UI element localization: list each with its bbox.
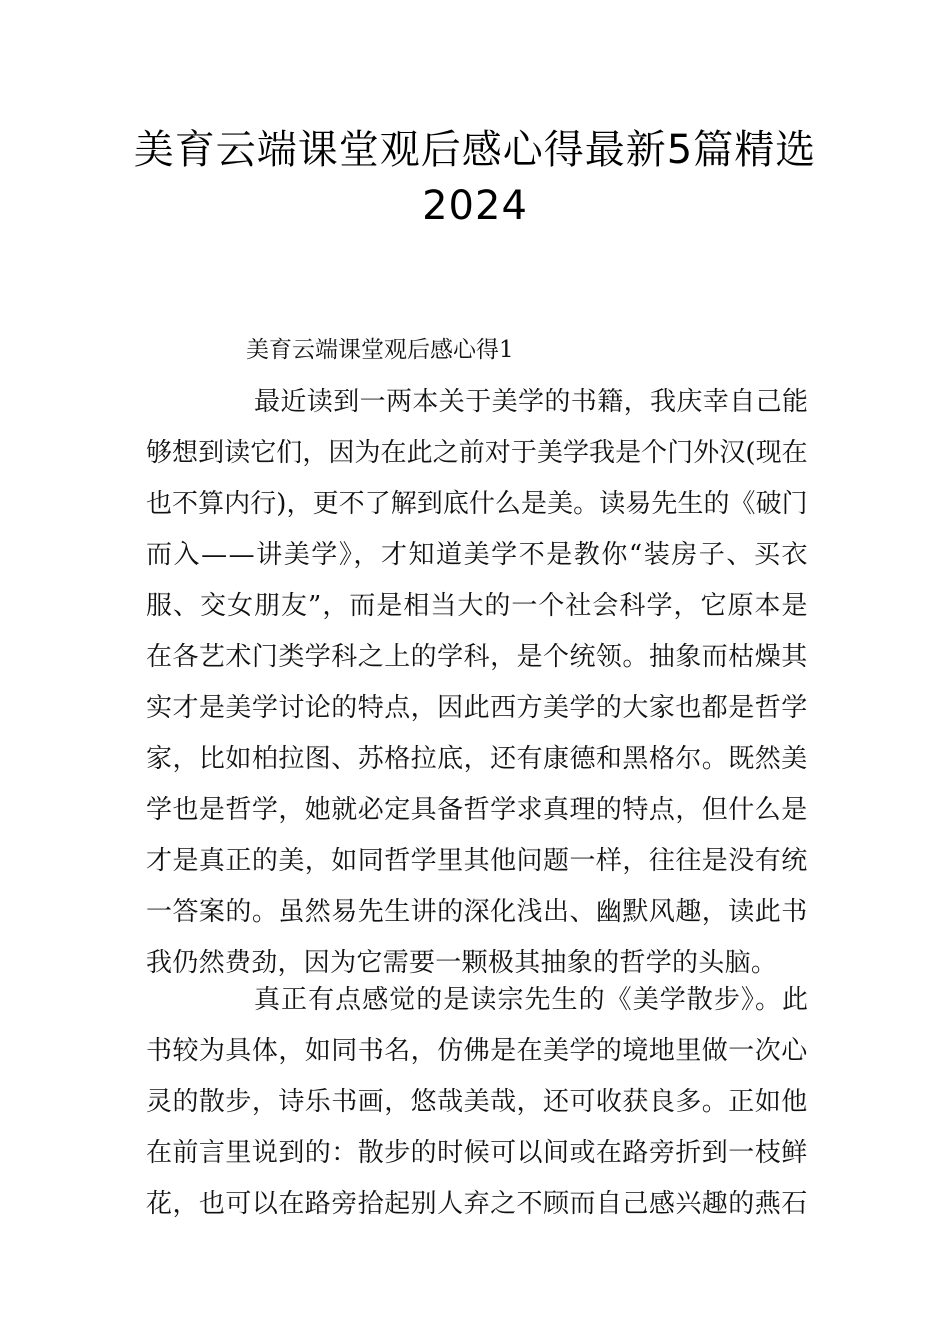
title-line-2: 2024 xyxy=(422,183,528,229)
paragraph-line: 也不算内行)，更不了解到底什么是美。读易先生的《破门 xyxy=(146,489,808,519)
paragraph-line: 才是真正的美，如同哲学里其他问题一样，往往是没有统 xyxy=(146,846,808,876)
paragraph-line: 我仍然费劲，因为它需要一颗极其抽象的哲学的头脑。 xyxy=(146,948,778,978)
paragraph-line: 在前言里说到的：散步的时候可以间或在路旁折到一枝鲜 xyxy=(146,1138,808,1168)
paragraph-line: 一答案的。虽然易先生讲的深化浅出、幽默风趣，读此书 xyxy=(146,897,808,927)
paragraph-line: 家，比如柏拉图、苏格拉底，还有康德和黑格尔。既然美 xyxy=(146,744,808,774)
title-line-1: 美育云端课堂观后感心得最新5篇精选 xyxy=(133,127,817,173)
paragraph-line: 真正有点感觉的是读宗先生的《美学散步》。此 xyxy=(254,985,810,1015)
paragraph-line: 书较为具体，如同书名，仿佛是在美学的境地里做一次心 xyxy=(146,1036,808,1066)
paragraph-line: 服、交女朋友”，而是相当大的一个社会科学，它原本是 xyxy=(146,591,809,621)
paragraph-line: 而入——讲美学》，才知道美学不是教你“装房子、买衣 xyxy=(146,540,810,570)
paragraph-line: 灵的散步，诗乐书画，悠哉美哉，还可收获良多。正如他 xyxy=(146,1087,808,1117)
paragraph-2 xyxy=(146,975,808,1230)
paragraph-line: 在各艺术门类学科之上的学科，是个统领。抽象而枯燥其 xyxy=(146,642,808,672)
paragraph-line: 学也是哲学，她就必定具备哲学求真理的特点，但什么是 xyxy=(146,795,808,825)
paragraph-line: 最近读到一两本关于美学的书籍，我庆幸自己能 xyxy=(254,387,809,417)
paragraph-line: 够想到读它们，因为在此之前对于美学我是个门外汉(现在 xyxy=(146,438,808,468)
paragraph-1 xyxy=(146,377,808,989)
paragraph-line: 花，也可以在路旁拾起别人弃之不顾而自己感兴趣的燕石 xyxy=(146,1189,808,1219)
document-title xyxy=(100,122,850,234)
section-heading: 美育云端课堂观后感心得1 xyxy=(246,337,514,363)
paragraph-line: 实才是美学讨论的特点，因此西方美学的大家也都是哲学 xyxy=(146,693,808,723)
